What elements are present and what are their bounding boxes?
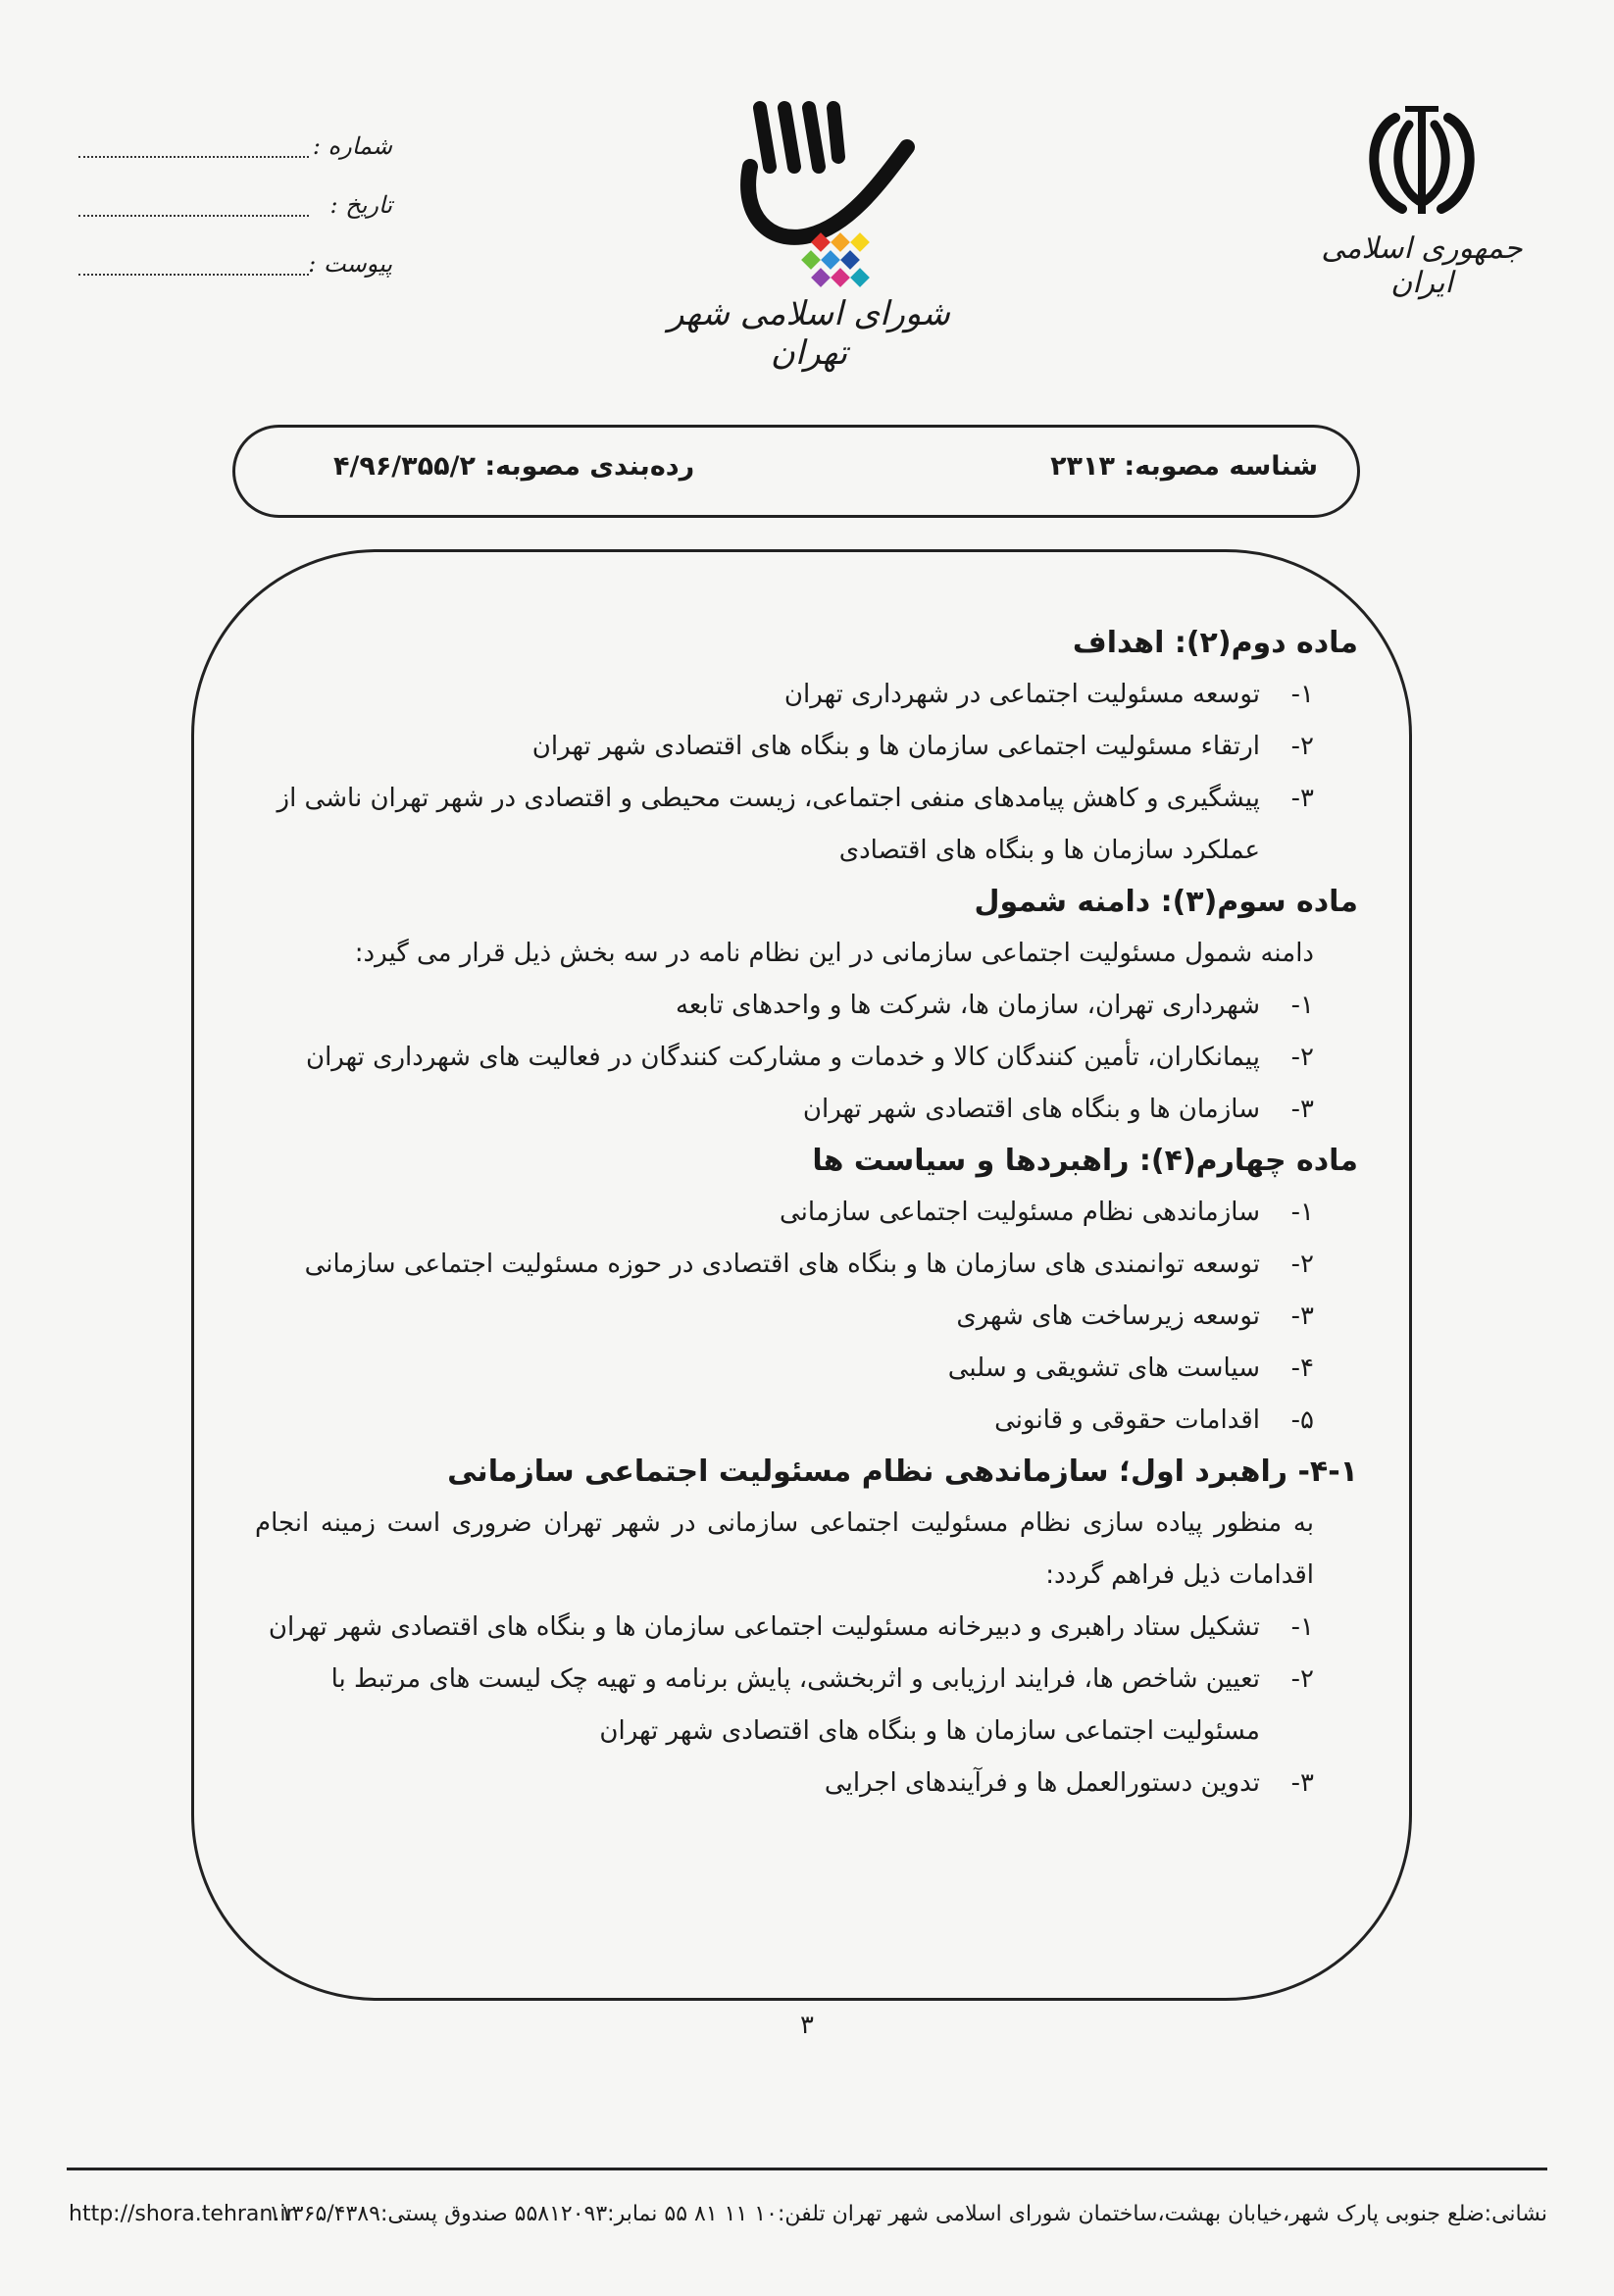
- date-dotted-line: [78, 215, 309, 217]
- footer-address: نشانی:ضلع جنوبی پارک شهر،خیابان بهشت،ساختمان شورای اسلامی شهر تهران تلفن:۱۰ ۱۱ ۸۱ ۵۵ نمابر:۵۵۸۱۲۰۹۳ صندوق پستی:۱۱۳۶۵/۴۳۸۹: [269, 2202, 1547, 2226]
- footer: [67, 2202, 1547, 2241]
- section-4-1-title: ۴-۱- راهبرد اول؛ سازماندهی نظام مسئولیت اجتماعی سازمانی: [447, 1454, 1358, 1489]
- date-label: تاریخ :: [329, 191, 392, 219]
- list-item: ۲- ارتقاء مسئولیت اجتماعی سازمان ها و بنگاه های اقتصادی شهر تهران: [531, 732, 1314, 761]
- attachment-field: [78, 250, 392, 289]
- tehran-council-logo-icon: [731, 98, 927, 294]
- approval-id: شناسه مصوبه: ۲۳۱۳: [1050, 451, 1318, 482]
- list-item: ۳- توسعه زیرساخت های شهری: [956, 1301, 1314, 1331]
- list-item: ۲- توسعه توانمندی های سازمان ها و بنگاه های اقتصادی در حوزه مسئولیت اجتماعی سازمانی: [304, 1250, 1314, 1279]
- list-item: ۱- تشکیل ستاد راهبری و دبیرخانه مسئولیت اجتماعی سازمان ها و بنگاه های اقتصادی شهر تهران: [268, 1612, 1314, 1642]
- list-item: ۲- پیمانکاران، تأمین کنندگان کالا و خدمات و مشارکت کنندگان در فعالیت های شهرداری تهران: [305, 1043, 1314, 1072]
- list-item: ۱- شهرداری تهران، سازمان ها، شرکت ها و واحدهای تابعه: [675, 991, 1314, 1020]
- footer-divider: [67, 2168, 1547, 2170]
- approval-id-box: [232, 425, 1360, 518]
- list-item: ۵- اقدامات حقوقی و قانونی: [994, 1405, 1314, 1435]
- number-dotted-line: [78, 156, 309, 158]
- attachment-label: پیوست :: [308, 250, 392, 278]
- document-body: [255, 618, 1358, 1810]
- council-name: شورای اسلامی شهر تهران: [668, 294, 950, 373]
- section-2-title: ماده دوم(۲): اهداف: [1072, 626, 1358, 660]
- list-item: ۱- توسعه مسئولیت اجتماعی در شهرداری تهران: [783, 680, 1314, 709]
- section-3-list: [255, 980, 1358, 1136]
- list-item: ۱- سازماندهی نظام مسئولیت اجتماعی سازمانی: [779, 1198, 1314, 1227]
- section-3-intro: دامنه شمول مسئولیت اجتماعی سازمانی در این نظام نامه در سه بخش ذیل قرار می گیرد:: [354, 939, 1314, 968]
- section-4-title: ماده چهارم(۴): راهبردها و سیاست ها: [812, 1144, 1358, 1178]
- section-4-list: [255, 1187, 1358, 1447]
- section-2-list: [255, 669, 1358, 877]
- approval-classification: رده‌بندی مصوبه: ۴/۹۶/۳۵۵/۲: [333, 451, 695, 482]
- page-number: ۳: [800, 2011, 814, 2040]
- list-item: ۴- سیاست های تشویقی و سلبی: [947, 1353, 1314, 1383]
- section-3-title: ماده سوم(۳): دامنه شمول: [974, 885, 1358, 919]
- attachment-dotted-line: [78, 274, 309, 276]
- section-4-1-intro: به منظور پیاده سازی نظام مسئولیت اجتماعی سازمانی در شهر تهران ضروری است زمینه انجام اقدامات ذیل فراهم گردد:: [255, 1508, 1314, 1590]
- number-label: شماره :: [312, 132, 392, 160]
- iran-emblem-icon: [1358, 103, 1486, 221]
- date-field: [78, 191, 392, 230]
- list-item: ۳- سازمان ها و بنگاه های اقتصادی شهر تهران: [802, 1095, 1314, 1124]
- section-4-1-list: [255, 1602, 1358, 1810]
- country-name: جمهوری اسلامی ایران: [1321, 231, 1523, 300]
- list-item: ۳- تدوین دستورالعمل ها و فرآیندهای اجرایی: [824, 1768, 1314, 1798]
- footer-url[interactable]: http://shora.tehran.ir: [69, 2202, 295, 2226]
- list-item: ۳- پیشگیری و کاهش پیامدهای منفی اجتماعی، زیست محیطی و اقتصادی در شهر تهران ناشی از عملکرد سازمان ها و بنگاه های اقتصادی: [277, 784, 1314, 865]
- list-item: ۲- تعیین شاخص ها، فرایند ارزیابی و اثربخشی، پایش برنامه و تهیه چک لیست های مرتبط با مسئولیت اجتماعی سازمان ها و بنگاه های اقتصادی شهر تهران: [330, 1664, 1314, 1746]
- number-field: [78, 132, 392, 172]
